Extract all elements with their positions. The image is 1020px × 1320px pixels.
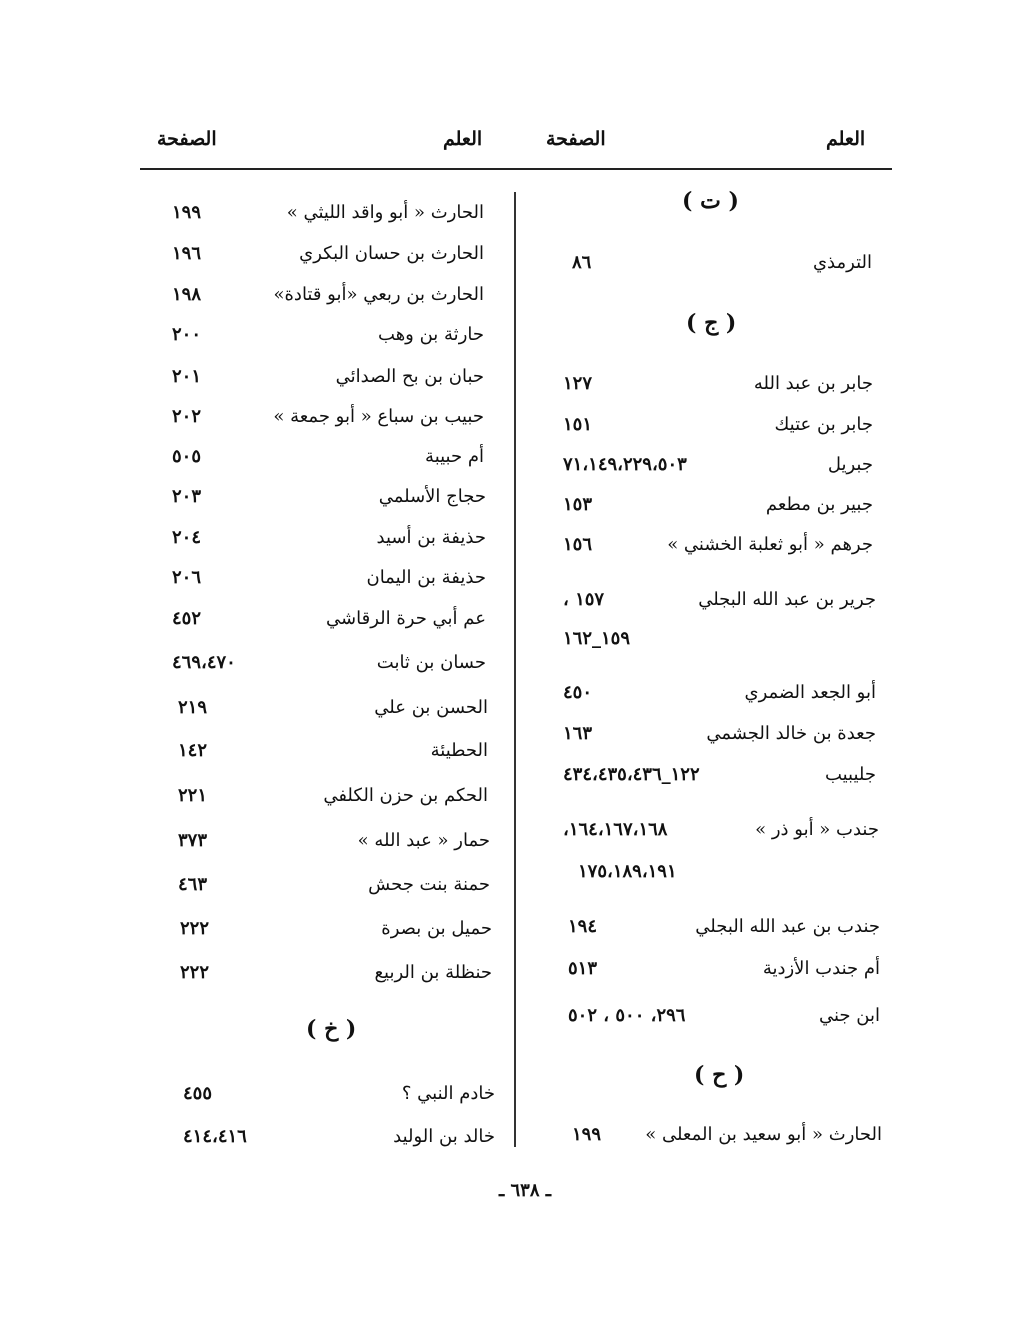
entry-page: ١٢٧ [563,373,593,394]
entry-page: ٤١٤،٤١٦ [183,1126,247,1147]
entry-page: ٤٦٣ [178,874,208,895]
list-item [172,284,484,314]
list-item [172,406,484,436]
list-item [172,486,486,516]
list-item [180,918,492,948]
entry-page: ٤٦٩،٤٧٠ [172,652,236,673]
entry-name: جندب « أبو ذر » [755,819,879,840]
list-item [178,874,490,904]
entry-page: ٢٩٦، ٥٠٠ ، ٥٠٢ [568,1005,686,1026]
list-item [563,534,873,564]
list-item [563,373,873,403]
entry-name: حبيب بن سباع « أبو جمعة » [273,406,484,427]
header-left-page: الصفحة [157,128,217,150]
section-kha: ( خ ) [306,1016,357,1042]
entry-page: ١٦٤،١٦٧،١٦٨، [563,819,668,840]
entry-name: حنظلة بن الربيع [374,962,492,983]
list-item [172,366,484,396]
list-item [563,589,876,619]
entry-page: ١٩٦ [172,243,202,264]
entry-name: أم حبيبة [425,446,484,467]
entry-page: ٧١،١٤٩،٢٢٩،٥٠٣ [563,454,687,475]
list-item [572,252,872,282]
entry-name: الحسن بن علي [374,697,488,718]
entry-page: ١٩٤ [568,916,598,937]
entry-name: خالد بن الوليد [393,1126,495,1147]
list-item [180,962,492,992]
entry-page: ٥٠٥ [172,446,202,467]
entry-name: جندب بن عبد الله البجلي [695,916,880,937]
list-item [563,764,876,794]
list-item [178,697,488,727]
entry-name: ابن جني [819,1005,880,1026]
section-ha: ( ح ) [694,1062,745,1088]
entry-page: ١٩٨ [172,284,202,305]
entry-name: الترمذي [812,252,872,273]
entry-page: ٢٠٢ [172,406,202,427]
entry-page: ٥١٣ [568,958,598,979]
entry-name: حذيفة بن اليمان [366,567,486,588]
entry-page: ٨٦ [572,252,592,273]
entry-page: ١٢٢_٤٣٤،٤٣٥،٤٣٦ [563,764,700,785]
entry-name: حسان بن ثابت [376,652,486,673]
entry-page: ٢٠٣ [172,486,202,507]
entry-page: ٤٥٠ [563,682,593,703]
entry-page: ٤٥٥ [183,1083,213,1104]
list-item [172,446,484,476]
list-item [172,608,486,638]
list-item [183,1126,495,1156]
list-item [172,324,484,354]
entry-name: جبير بن مطعم [765,494,873,515]
entry-page: ١٥٣ [563,494,593,515]
entry-page: ٤٥٢ [172,608,202,629]
list-item [568,958,880,988]
entry-name: حجاج الأسلمي [378,486,486,507]
entry-page: ١٧٥،١٨٩،١٩١ [578,861,677,882]
list-item [563,414,873,444]
list-item [568,1005,880,1035]
entry-page: ١٥٧ ، [563,589,605,610]
list-item [563,819,879,849]
column-divider [514,192,516,1147]
list-item [568,916,880,946]
list-item [172,243,484,273]
list-item [172,527,486,557]
entry-page: ٢١٩ [178,697,208,718]
entry-page: ٢٢٢ [180,918,210,939]
entry-name: حبان بن بح الصدائي [335,366,484,387]
entry-name: جليبيب [824,764,876,785]
list-item [178,830,490,860]
entry-page: ١٦٣ [563,723,593,744]
entry-name: الحارث بن حسان البكري [299,243,484,264]
list-item [563,628,876,658]
list-item [563,723,876,753]
list-item [578,861,878,891]
entry-page: ١٥١ [563,414,593,435]
entry-name: جابر بن عتيك [774,414,873,435]
entry-name: حارثة بن وهب [378,324,484,345]
entry-name: حمار « عبد الله » [357,830,490,851]
entry-name: حميل بن بصرة [381,918,492,939]
entry-name: عم أبي حرة الرقاشي [326,608,486,629]
entry-page: ١٥٦ [563,534,593,555]
list-item [172,652,486,682]
list-item [178,785,488,815]
list-item [563,682,876,712]
header-right-name: العلم [826,128,866,150]
entry-page: ٢٢١ [178,785,208,806]
entry-page: ٢٠٤ [172,527,202,548]
entry-name: الحطيئة [430,740,488,761]
entry-name: جرهم « أبو ثعلبة الخشني » [667,534,873,555]
list-item [172,567,486,597]
entry-name: حمنة بنت جحش [368,874,490,895]
entry-page: ١٩٩ [172,202,202,223]
list-item [563,454,873,484]
entry-name: أبو الجعد الضمري [744,682,876,703]
entry-name: أم جندب الأزدية [762,958,880,979]
entry-page: ٢٢٢ [180,962,210,983]
entry-page: ١٥٩_١٦٢ [563,628,631,649]
entry-name: حذيفة بن أسيد [376,527,486,548]
entry-name: الحكم بن حزن الكلفي [323,785,488,806]
page-number: ـ ٦٣٨ ـ [498,1180,552,1201]
entry-name: جرير بن عبد الله البجلي [698,589,876,610]
list-item [572,1124,882,1154]
entry-name: جابر بن عبد الله [753,373,873,394]
header-left-name: العلم [443,128,483,150]
header-right-page: الصفحة [546,128,606,150]
entry-name: جبريل [827,454,873,475]
entry-name: الحارث بن ربعي «أبو قتادة» [273,284,484,305]
list-item [172,202,484,232]
list-item [563,494,873,524]
entry-name: جعدة بن خالد الجشمي [706,723,876,744]
section-ta: ( ت ) [682,188,739,214]
entry-name: خادم النبي ؟ [401,1083,495,1104]
entry-page: ٢٠٠ [172,324,202,345]
list-item [178,740,488,770]
entry-name: الحارث « أبو واقد الليثي » [286,202,484,223]
section-jim: ( ج ) [686,310,737,336]
entry-page: ٢٠٦ [172,567,202,588]
list-item [183,1083,495,1113]
entry-page: ١٤٢ [178,740,208,761]
entry-name: الحارث « أبو سعيد بن المعلى » [645,1124,882,1145]
entry-page: ٣٧٣ [178,830,208,851]
header-rule [140,168,892,170]
entry-page: ١٩٩ [572,1124,602,1145]
entry-page: ٢٠١ [172,366,202,387]
